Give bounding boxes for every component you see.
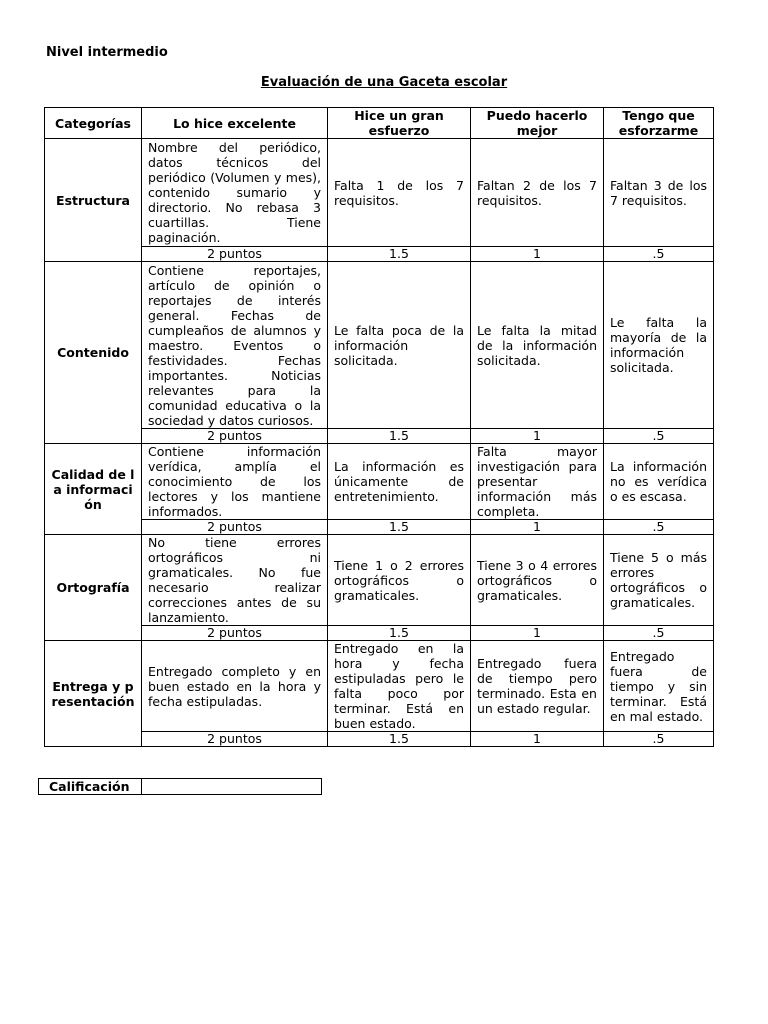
rubric-cell: Falta 1 de los 7 requisitos. (328, 139, 471, 247)
points-row (45, 429, 714, 444)
grade-label: Calificación (39, 779, 142, 794)
points-row (45, 247, 714, 262)
rubric-table (44, 107, 714, 747)
table-row (45, 262, 714, 429)
points-cell: 1 (471, 626, 604, 641)
table-row (45, 535, 714, 626)
points-cell: 1.5 (328, 626, 471, 641)
points-cell: 1.5 (328, 732, 471, 747)
rubric-cell: Faltan 2 de los 7 requisitos. (471, 139, 604, 247)
table-row (45, 641, 714, 732)
header-esforzarme: Tengo que esforzarme (604, 108, 714, 139)
rubric-cell: Faltan 3 de los 7 requisitos. (604, 139, 714, 247)
rubric-cell: La información no es verídica o es escasa. (604, 444, 714, 520)
points-cell: 2 puntos (142, 626, 328, 641)
category-cell: Entrega y presentación (45, 641, 142, 747)
points-cell: .5 (604, 732, 714, 747)
points-cell: .5 (604, 626, 714, 641)
document-title: Evaluación de una Gaceta escolar (260, 75, 508, 90)
rubric-cell: Nombre del periódico, datos técnicos del periódico (Volumen y mes), contenido sumario y directorio. No rebasa 3 cuartillas. Tiene paginación. (142, 139, 328, 247)
category-cell: Estructura (45, 139, 142, 262)
rubric-cell: Entregado en la hora y fecha estipuladas pero le falta poco por terminar. Está en buen estado. (328, 641, 471, 732)
grade-box (38, 778, 322, 795)
rubric-cell: No tiene errores ortográficos ni gramaticales. No fue necesario realizar correcciones antes de su lanzamiento. (142, 535, 328, 626)
rubric-cell: Le falta poca de la información solicitada. (328, 262, 471, 429)
rubric-cell: La información es únicamente de entretenimiento. (328, 444, 471, 520)
points-cell: 1 (471, 732, 604, 747)
level-label: Nivel intermedio (46, 45, 168, 60)
header-row (45, 108, 714, 139)
table-row (45, 139, 714, 247)
points-cell: 2 puntos (142, 520, 328, 535)
rubric-cell: Falta mayor investigación para presentar información más completa. (471, 444, 604, 520)
points-cell: 1.5 (328, 520, 471, 535)
grade-value-field[interactable] (142, 779, 321, 794)
points-row (45, 520, 714, 535)
rubric-cell: Tiene 3 o 4 errores ortográficos o gramaticales. (471, 535, 604, 626)
rubric-cell: Entregado fuera de tiempo y sin terminar. Está en mal estado. (604, 641, 714, 732)
table-row (45, 444, 714, 520)
points-cell: .5 (604, 247, 714, 262)
rubric-cell: Le falta la mayoría de la información solicitada. (604, 262, 714, 429)
rubric-cell: Tiene 1 o 2 errores ortográficos o gramaticales. (328, 535, 471, 626)
rubric-cell: Entregado fuera de tiempo pero terminado. Esta en un estado regular. (471, 641, 604, 732)
header-gran-esfuerzo: Hice un gran esfuerzo (328, 108, 471, 139)
points-cell: .5 (604, 520, 714, 535)
points-cell: 1 (471, 429, 604, 444)
points-cell: 1.5 (328, 247, 471, 262)
header-categorias: Categorías (45, 108, 142, 139)
rubric-cell: Tiene 5 o más errores ortográficos o gramaticales. (604, 535, 714, 626)
points-cell: 1.5 (328, 429, 471, 444)
points-cell: .5 (604, 429, 714, 444)
points-cell: 2 puntos (142, 429, 328, 444)
rubric-cell: Le falta la mitad de la información solicitada. (471, 262, 604, 429)
category-cell: Ortografía (45, 535, 142, 641)
points-cell: 1 (471, 520, 604, 535)
points-cell: 2 puntos (142, 732, 328, 747)
points-cell: 1 (471, 247, 604, 262)
points-row (45, 732, 714, 747)
category-cell: Contenido (45, 262, 142, 444)
header-excelente: Lo hice excelente (142, 108, 328, 139)
rubric-cell: Contiene reportajes, artículo de opinión o reportajes de interés general. Fechas de cumpleaños de alumnos y maestro. Eventos o festividades. Fechas importantes. Noticias relevantes para la comunidad educativa o la sociedad y datos curiosos. (142, 262, 328, 429)
points-row (45, 626, 714, 641)
category-cell: Calidad de la información (45, 444, 142, 535)
rubric-cell: Contiene información verídica, amplía el conocimiento de los lectores y los mantiene informados. (142, 444, 328, 520)
rubric-cell: Entregado completo y en buen estado en la hora y fecha estipuladas. (142, 641, 328, 732)
points-cell: 2 puntos (142, 247, 328, 262)
header-puedo-mejor: Puedo hacerlo mejor (471, 108, 604, 139)
